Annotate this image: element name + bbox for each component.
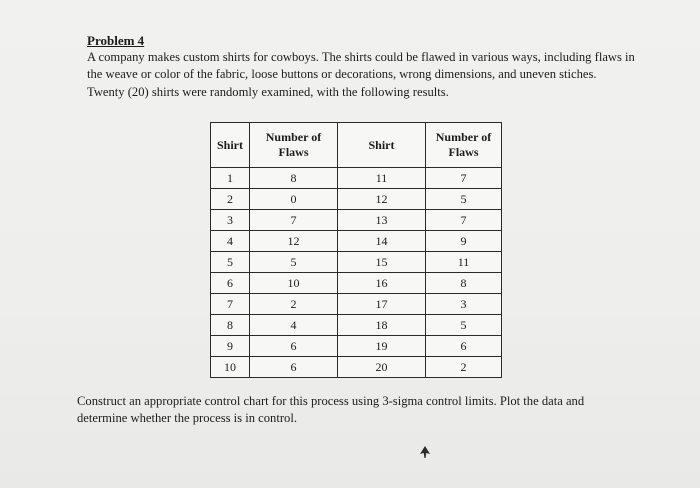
header-shirt-2: Shirt: [338, 123, 426, 168]
table-row: [211, 273, 502, 294]
table-header-row: [211, 123, 502, 168]
cell-flaws: 2: [250, 294, 338, 315]
cell-shirt-2: 13: [338, 210, 426, 231]
cell-shirt: 2: [211, 189, 250, 210]
table-row: [211, 336, 502, 357]
table-row: [211, 357, 502, 378]
cell-shirt-2: 19: [338, 336, 426, 357]
pointer-arrow-icon: [420, 446, 430, 458]
cell-shirt: 9: [211, 336, 250, 357]
cell-flaws: 8: [250, 168, 338, 189]
cell-shirt-2: 14: [338, 231, 426, 252]
table-row: [211, 189, 502, 210]
cell-shirt: 8: [211, 315, 250, 336]
cell-shirt-2: 16: [338, 273, 426, 294]
cell-flaws-2: 6: [426, 336, 502, 357]
cell-flaws: 5: [250, 252, 338, 273]
cell-shirt: 4: [211, 231, 250, 252]
header-number-of-flaws: Number of Flaws: [250, 123, 338, 168]
cell-flaws: 4: [250, 315, 338, 336]
cell-shirt-2: 12: [338, 189, 426, 210]
cell-flaws: 7: [250, 210, 338, 231]
table-row: [211, 294, 502, 315]
cell-flaws: 6: [250, 357, 338, 378]
cell-shirt-2: 15: [338, 252, 426, 273]
table-row: [211, 252, 502, 273]
problem-title: Problem 4: [87, 33, 145, 48]
cell-shirt-2: 11: [338, 168, 426, 189]
cell-flaws: 12: [250, 231, 338, 252]
cell-flaws: 0: [250, 189, 338, 210]
cell-flaws-2: 9: [426, 231, 502, 252]
table-row: [211, 210, 502, 231]
instruction-text: Construct an appropriate control chart for this process using 3-sigma control limits. Plot the data and determine whether the process is in control.: [77, 394, 585, 425]
cell-flaws-2: 5: [426, 315, 502, 336]
cell-flaws-2: 3: [426, 294, 502, 315]
header-number-of-flaws-2: Number of Flaws: [426, 123, 502, 168]
table-row: [211, 168, 502, 189]
cell-shirt: 7: [211, 294, 250, 315]
cell-flaws: 10: [250, 273, 338, 294]
table-row: [211, 231, 502, 252]
cell-shirt-2: 20: [338, 357, 426, 378]
flaws-table: [210, 122, 502, 378]
problem-intro: A company makes custom shirts for cowboys. The shirts could be flawed in various ways, including flaws in the weave or color of the fabric, loose buttons or decorations, wrong dimensions, and uneven stiches. Twenty (20) shirts were randomly examined, with the following results.: [87, 50, 635, 99]
cell-shirt: 5: [211, 252, 250, 273]
cell-flaws-2: 7: [426, 210, 502, 231]
header-shirt: Shirt: [211, 123, 250, 168]
table-row: [211, 315, 502, 336]
cell-flaws-2: 11: [426, 252, 502, 273]
cell-flaws: 6: [250, 336, 338, 357]
cell-flaws-2: 5: [426, 189, 502, 210]
cell-shirt-2: 17: [338, 294, 426, 315]
table-body: [211, 168, 502, 378]
cell-shirt: 3: [211, 210, 250, 231]
cell-flaws-2: 2: [426, 357, 502, 378]
cell-shirt: 1: [211, 168, 250, 189]
cell-shirt: 10: [211, 357, 250, 378]
cell-shirt: 6: [211, 273, 250, 294]
cell-flaws-2: 8: [426, 273, 502, 294]
cell-shirt-2: 18: [338, 315, 426, 336]
cell-flaws-2: 7: [426, 168, 502, 189]
